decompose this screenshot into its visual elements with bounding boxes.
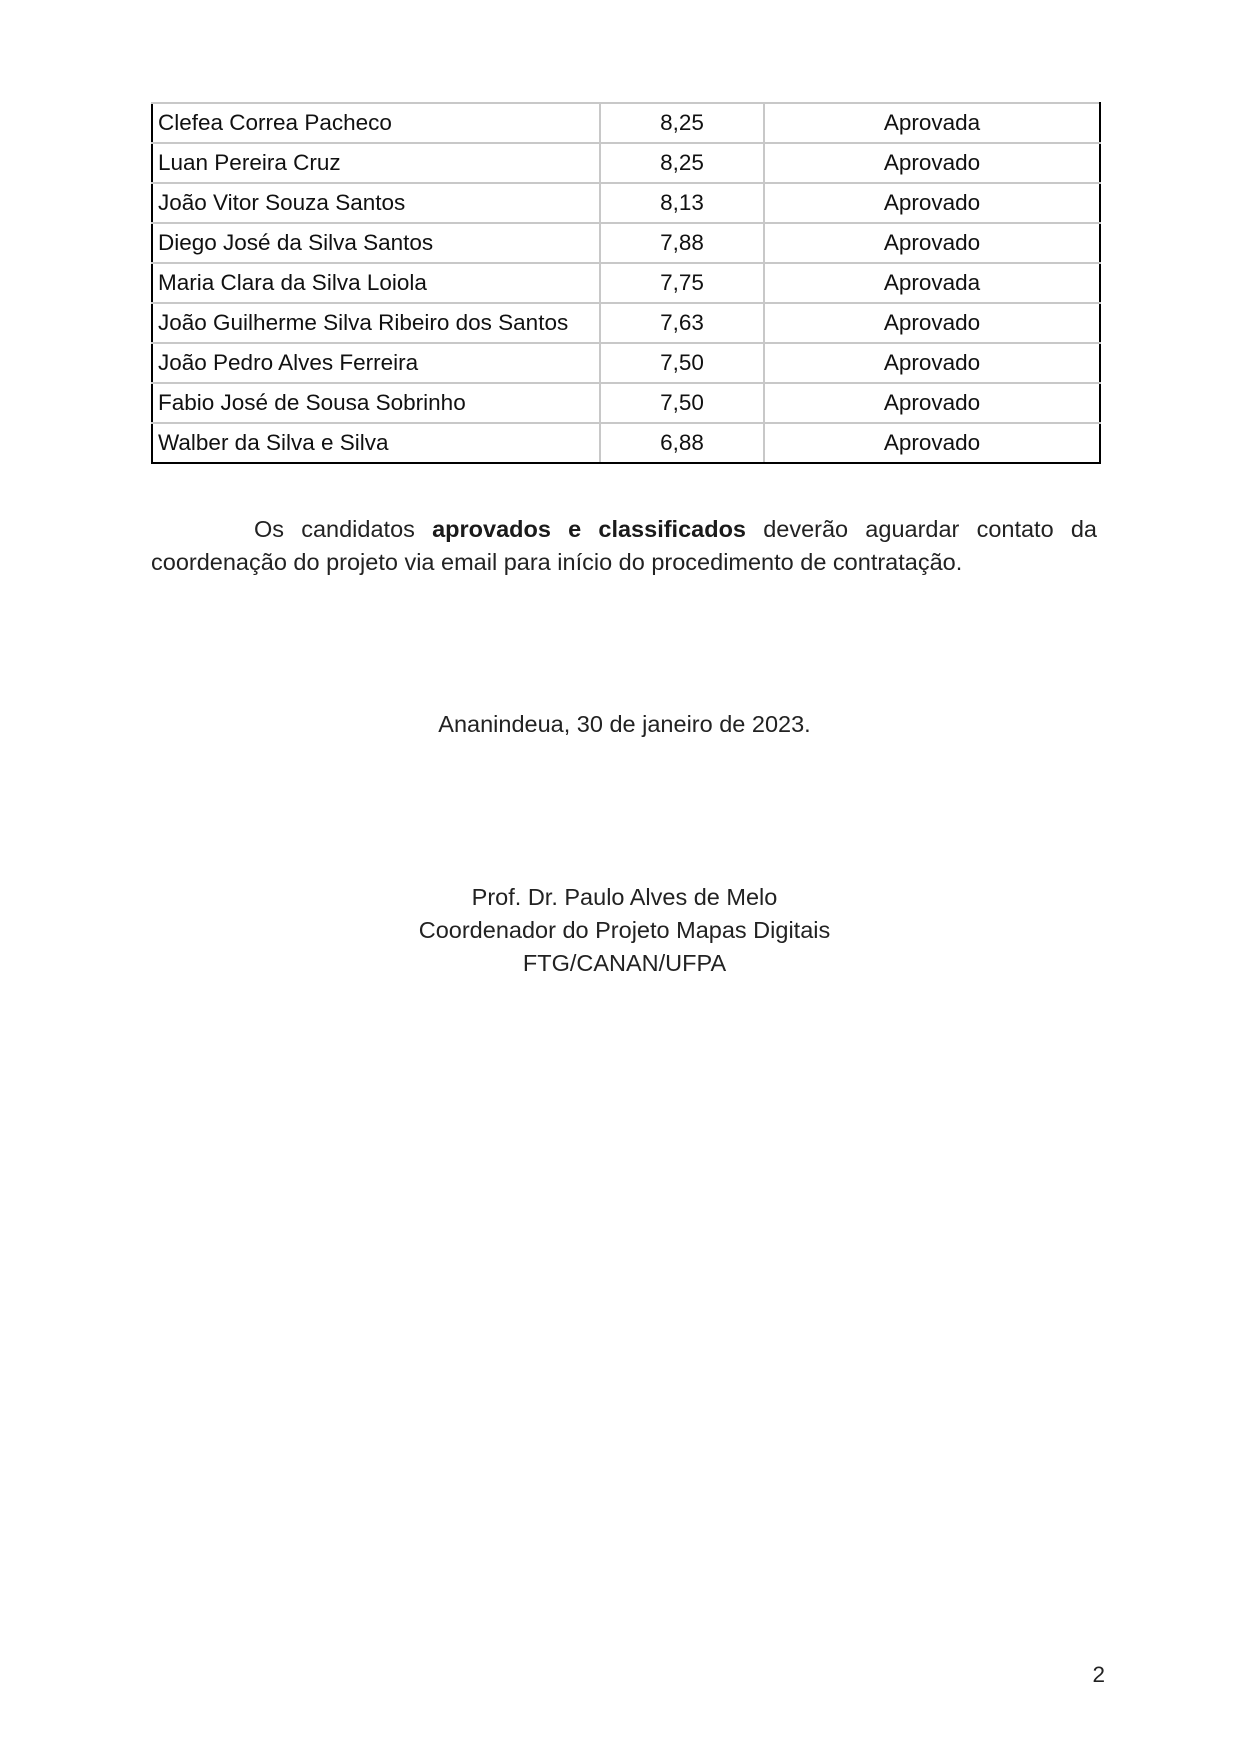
table-row — [152, 303, 1100, 343]
candidate-name: Walber da Silva e Silva — [152, 423, 600, 463]
notice-text-start: Os candidatos — [254, 516, 433, 542]
page-number: 2 — [1092, 1662, 1105, 1687]
candidate-name: Maria Clara da Silva Loiola — [152, 263, 600, 303]
table-row — [152, 183, 1100, 223]
candidate-name: Luan Pereira Cruz — [152, 143, 600, 183]
signatory-name: Prof. Dr. Paulo Alves de Melo — [471, 884, 778, 910]
candidate-status: Aprovado — [764, 183, 1100, 223]
candidate-name: João Guilherme Silva Ribeiro dos Santos — [152, 303, 600, 343]
candidate-name: Clefea Correa Pacheco — [152, 103, 600, 143]
candidate-grade: 7,75 — [600, 263, 764, 303]
candidate-name: João Pedro Alves Ferreira — [152, 343, 600, 383]
notice-paragraph — [151, 513, 1097, 579]
candidate-name: João Vitor Souza Santos — [152, 183, 600, 223]
notice-text-end: deverão aguardar contato da coordenação do projeto via email para início do procedimento de contratação. — [151, 516, 1097, 575]
candidate-status: Aprovada — [764, 103, 1100, 143]
candidate-grade: 6,88 — [600, 423, 764, 463]
candidate-name: Fabio José de Sousa Sobrinho — [152, 383, 600, 423]
table-row — [152, 263, 1100, 303]
candidate-grade: 7,63 — [600, 303, 764, 343]
table-row — [152, 383, 1100, 423]
table-row — [152, 143, 1100, 183]
candidate-grade: 7,50 — [600, 343, 764, 383]
signatory-institution: FTG/CANAN/UFPA — [522, 950, 727, 976]
candidate-name: Diego José da Silva Santos — [152, 223, 600, 263]
candidate-status: Aprovado — [764, 423, 1100, 463]
table-row — [152, 223, 1100, 263]
place-date: Ananindeua, 30 de janeiro de 2023. — [438, 711, 811, 737]
candidate-status: Aprovado — [764, 143, 1100, 183]
candidate-status: Aprovado — [764, 383, 1100, 423]
candidate-status: Aprovada — [764, 263, 1100, 303]
signature-block — [0, 881, 1242, 980]
candidate-status: Aprovado — [764, 343, 1100, 383]
candidate-grade: 8,13 — [600, 183, 764, 223]
notice-emphasis: aprovados e classificados — [432, 516, 746, 542]
candidate-grade: 8,25 — [600, 143, 764, 183]
candidate-grade: 7,50 — [600, 383, 764, 423]
table-row — [152, 343, 1100, 383]
signatory-role: Coordenador do Projeto Mapas Digitais — [418, 917, 831, 943]
candidate-grade: 7,88 — [600, 223, 764, 263]
table-row — [152, 103, 1100, 143]
results-table — [151, 102, 1101, 464]
candidate-status: Aprovado — [764, 303, 1100, 343]
candidate-grade: 8,25 — [600, 103, 764, 143]
candidate-status: Aprovado — [764, 223, 1100, 263]
table-row — [152, 423, 1100, 463]
